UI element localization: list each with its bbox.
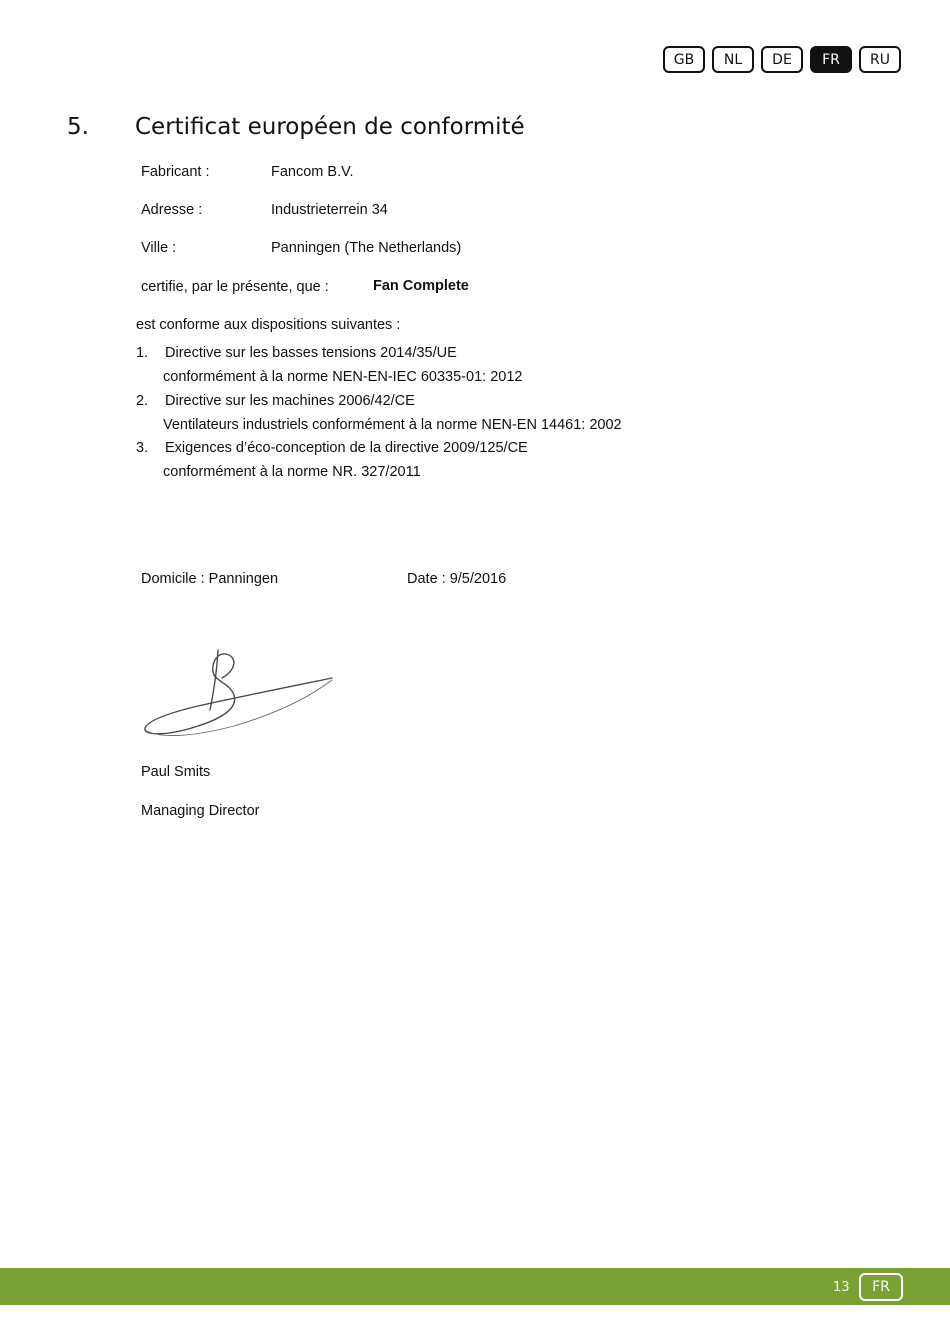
directive-3-detail: conformément à la norme NR. 327/2011 xyxy=(163,464,421,480)
directive-1-number: 1. xyxy=(136,345,149,361)
footer-language-badge: FR xyxy=(859,1273,903,1301)
signatory-role: Managing Director xyxy=(141,803,260,819)
tab-fr[interactable]: FR xyxy=(810,46,852,73)
address-value: Industrieterrein 34 xyxy=(271,202,388,218)
product-name: Fan Complete xyxy=(373,278,469,294)
directive-3-title: Exigences d’éco-conception de la directive 2009/125/CE xyxy=(165,440,528,456)
tab-gb[interactable]: GB xyxy=(663,46,705,73)
directive-3-number: 3. xyxy=(136,440,149,456)
tab-nl[interactable]: NL xyxy=(712,46,754,73)
page-title xyxy=(67,114,525,140)
directive-1-title: Directive sur les basses tensions 2014/35/UE xyxy=(165,345,457,361)
directive-1-detail: conformément à la norme NEN-EN-IEC 60335-01: 2012 xyxy=(163,369,523,385)
certifies-label: certifie, par le présente, que : xyxy=(141,279,329,295)
city-label: Ville : xyxy=(141,240,177,256)
manufacturer-label: Fabricant : xyxy=(141,164,210,180)
place-text: Domicile : Panningen xyxy=(141,571,279,587)
city-value: Panningen (The Netherlands) xyxy=(271,240,462,256)
signatory-name: Paul Smits xyxy=(141,764,211,780)
language-tabs xyxy=(663,46,901,73)
footer-bar xyxy=(0,1268,950,1305)
conforms-text: est conforme aux dispositions suivantes : xyxy=(136,317,401,333)
directive-2-number: 2. xyxy=(136,393,149,409)
tab-de[interactable]: DE xyxy=(761,46,803,73)
date-text: Date : 9/5/2016 xyxy=(407,571,507,587)
section-title: Certificat européen de conformité xyxy=(135,114,525,140)
section-number: 5. xyxy=(67,114,89,140)
page-number: 13 xyxy=(833,1280,850,1295)
manufacturer-value: Fancom B.V. xyxy=(271,164,354,180)
handwritten-signature xyxy=(138,640,338,745)
tab-ru[interactable]: RU xyxy=(859,46,901,73)
directive-2-title: Directive sur les machines 2006/42/CE xyxy=(165,393,415,409)
directive-2-detail: Ventilateurs industriels conformément à la norme NEN-EN 14461: 2002 xyxy=(163,417,622,433)
address-label: Adresse : xyxy=(141,202,203,218)
